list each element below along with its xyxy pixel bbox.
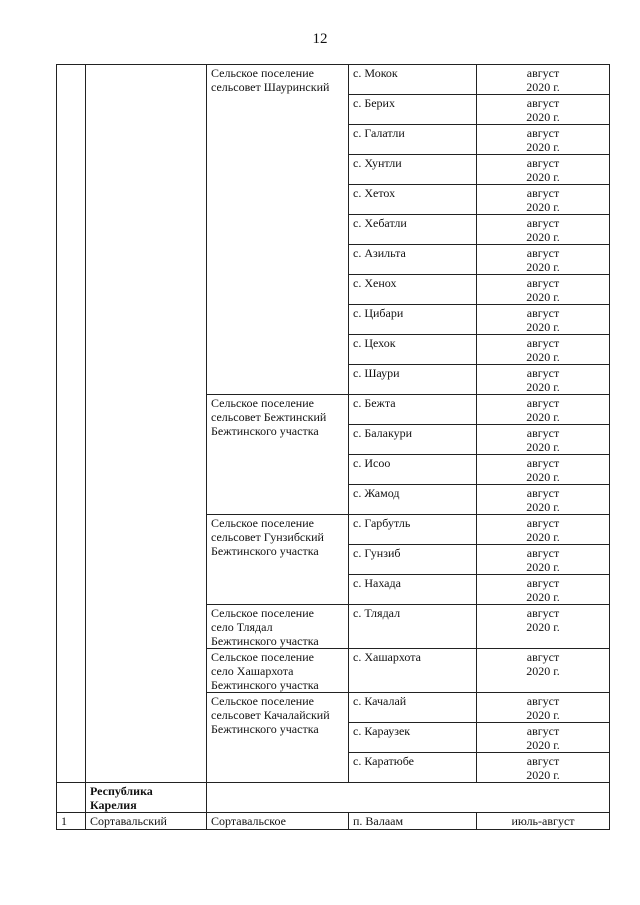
date-cell: август 2020 г. [477, 515, 610, 545]
village-cell: с. Хунтли [349, 155, 477, 185]
number-cell [57, 65, 86, 783]
village-cell: п. Валаам [349, 813, 477, 830]
village-cell: с. Гарбутль [349, 515, 477, 545]
village-cell: с. Хетох [349, 185, 477, 215]
district-cell [86, 65, 207, 783]
district-cell: Сортавальский [86, 813, 207, 830]
date-cell: июль-август [477, 813, 610, 830]
date-cell: август 2020 г. [477, 545, 610, 575]
village-cell: с. Галатли [349, 125, 477, 155]
date-cell: август 2020 г. [477, 65, 610, 95]
number-cell [57, 783, 86, 813]
village-cell: с. Жамод [349, 485, 477, 515]
date-cell: август 2020 г. [477, 215, 610, 245]
village-cell: с. Берих [349, 95, 477, 125]
date-cell: август 2020 г. [477, 455, 610, 485]
date-cell: август 2020 г. [477, 723, 610, 753]
date-cell: август 2020 г. [477, 575, 610, 605]
date-cell: август 2020 г. [477, 605, 610, 649]
village-cell: с. Хенох [349, 275, 477, 305]
village-cell: с. Цибари [349, 305, 477, 335]
settlement-cell: Сельское поселение село Тлядал Бежтинского участка [207, 605, 349, 649]
village-cell: с. Качалай [349, 693, 477, 723]
settlement-cell: Сельское поселение сельсовет Шауринский [207, 65, 349, 395]
settlement-cell: Сортавальское [207, 813, 349, 830]
village-cell: с. Караузек [349, 723, 477, 753]
settlement-cell: Сельское поселение сельсовет Качалайский Бежтинского участка [207, 693, 349, 783]
village-cell: с. Каратюбе [349, 753, 477, 783]
table-row [57, 813, 610, 830]
village-cell: с. Нахада [349, 575, 477, 605]
village-cell: с. Гунзиб [349, 545, 477, 575]
village-cell: с. Цехок [349, 335, 477, 365]
village-cell: с. Шаури [349, 365, 477, 395]
date-cell: август 2020 г. [477, 485, 610, 515]
village-cell: с. Хебатли [349, 215, 477, 245]
date-cell: август 2020 г. [477, 125, 610, 155]
date-cell: август 2020 г. [477, 245, 610, 275]
table-body [57, 65, 610, 830]
village-cell: с. Азильта [349, 245, 477, 275]
village-cell: с. Мокок [349, 65, 477, 95]
date-cell: август 2020 г. [477, 365, 610, 395]
date-cell: август 2020 г. [477, 185, 610, 215]
village-cell: с. Исоо [349, 455, 477, 485]
date-cell: август 2020 г. [477, 95, 610, 125]
village-cell: с. Хашархота [349, 649, 477, 693]
date-cell: август 2020 г. [477, 155, 610, 185]
table-row [57, 65, 610, 95]
village-cell: с. Бежта [349, 395, 477, 425]
settlement-cell: Сельское поселение сельсовет Гунзибский Бежтинского участка [207, 515, 349, 605]
village-cell: с. Тлядал [349, 605, 477, 649]
date-cell: август 2020 г. [477, 335, 610, 365]
date-cell: август 2020 г. [477, 305, 610, 335]
settlements-table [56, 64, 610, 830]
region-name: Республика Карелия [86, 783, 207, 813]
empty-cell [207, 783, 610, 813]
date-cell: август 2020 г. [477, 693, 610, 723]
date-cell: август 2020 г. [477, 649, 610, 693]
date-cell: август 2020 г. [477, 425, 610, 455]
village-cell: с. Балакури [349, 425, 477, 455]
settlement-cell: Сельское поселение сельсовет Бежтинский Бежтинского участка [207, 395, 349, 515]
region-header-row [57, 783, 610, 813]
number-cell: 1 [57, 813, 86, 830]
date-cell: август 2020 г. [477, 395, 610, 425]
page-number: 12 [312, 31, 328, 47]
date-cell: август 2020 г. [477, 753, 610, 783]
date-cell: август 2020 г. [477, 275, 610, 305]
settlement-cell: Сельское поселение село Хашархота Бежтинского участка [207, 649, 349, 693]
